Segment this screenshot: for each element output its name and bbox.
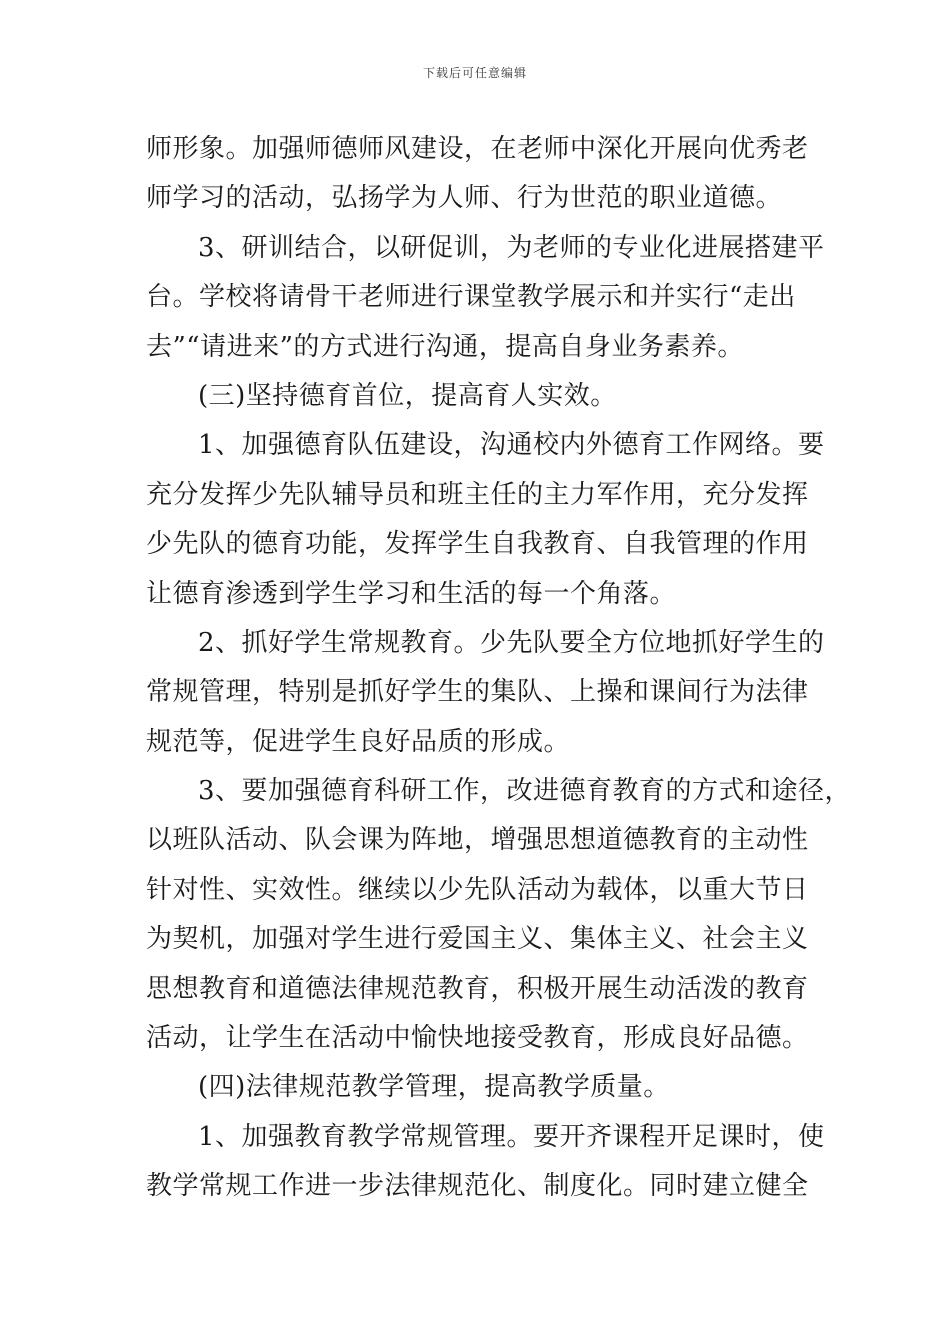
text-line: 师形象。加强师德师风建设，在老师中深化开展向优秀老 <box>146 134 809 164</box>
section-heading: (三)坚持德育首位，提高育人实效。 <box>198 380 617 411</box>
text-line: 以班队活动、队会课为阵地，增强思想道德教育的主动性 <box>146 825 809 856</box>
header-note: 下载后可任意编辑 <box>422 66 527 80</box>
text-line: 台。学校将请骨干老师进行课堂教学展示和并实行“走出 <box>146 282 796 313</box>
text-line: 让德育渗透到学生学习和生活的每一个角落。 <box>146 578 677 609</box>
text-line: 活动，让学生在活动中愉快地接受教育，形成良好品德。 <box>146 1023 809 1054</box>
text-line: 1、加强教育教学常规管理。要开齐课程开足课时，使 <box>198 1121 825 1152</box>
text-line: 充分发挥少先队辅导员和班主任的主力军作用，充分发挥 <box>146 479 809 510</box>
text-line: 针对性、实效性。继续以少先队活动为载体，以重大节日 <box>146 874 809 905</box>
document-body <box>146 125 852 1212</box>
text-line: 常规管理，特别是抓好学生的集队、上操和课间行为法律 <box>146 677 809 708</box>
text-line: 规范等，促进学生良好品质的形成。 <box>146 726 571 757</box>
text-line: 师学习的活动，弘扬学为人师、行为世范的职业道德。 <box>146 183 783 214</box>
text-line: 教学常规工作进一步法律规范化、制度化。同时建立健全 <box>146 1171 809 1202</box>
text-line: 思想教育和道德法律规范教育，积极开展生动活泼的教育 <box>146 973 809 1004</box>
text-line: 3、研训结合，以研促训，为老师的专业化进展搭建平 <box>198 232 825 263</box>
text-line: 3、要加强德育科研工作，改进德育教育的方式和途径， <box>198 776 852 807</box>
text-line: 少先队的德育功能，发挥学生自我教育、自我管理的作用 <box>146 529 809 560</box>
section-heading: (四)法律规范教学管理，提高教学质量。 <box>198 1072 670 1103</box>
text-line: 为契机，加强对学生进行爱国主义、集体主义、社会主义 <box>146 924 809 955</box>
text-line: 去”“请进来”的方式进行沟通，提高自身业务素养。 <box>146 331 744 362</box>
text-line: 1、加强德育队伍建设，沟通校内外德育工作网络。要 <box>198 430 825 461</box>
text-line: 2、抓好学生常规教育。少先队要全方位地抓好学生的 <box>198 627 825 658</box>
